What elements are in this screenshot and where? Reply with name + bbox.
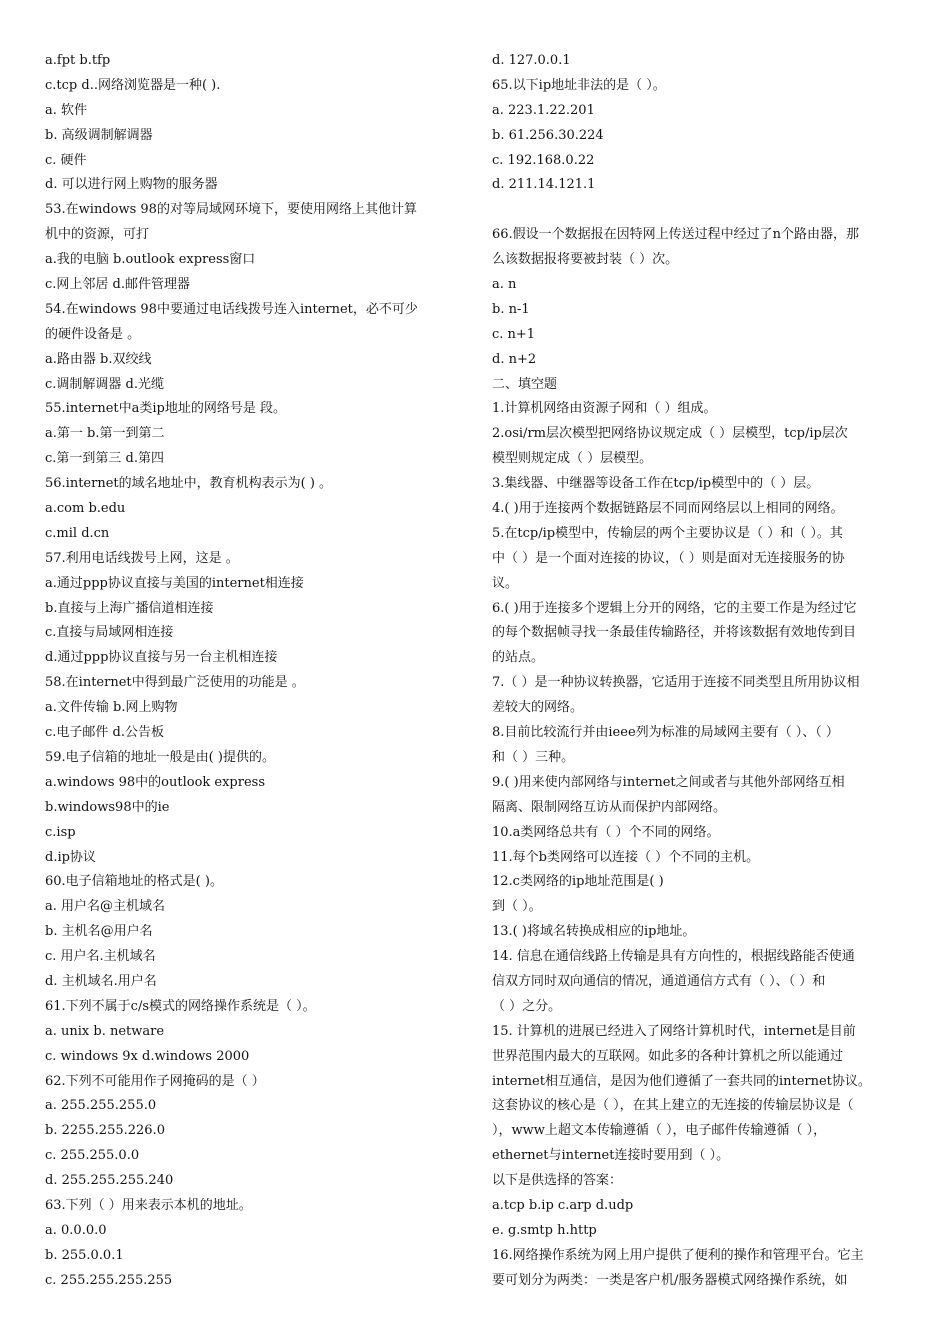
text-line: 59.电子信箱的地址一般是由( )提供的。 xyxy=(45,749,275,765)
left-column xyxy=(45,49,465,1294)
text-line: 63.下列（ ）用来表示本机的地址。 xyxy=(45,1197,252,1213)
text-line: 差较大的网络。 xyxy=(492,700,584,716)
text-line: 62.下列不可能用作子网掩码的是（ ） xyxy=(45,1073,265,1089)
right-column xyxy=(492,49,912,1294)
text-line: c.直接与局域网相连接 xyxy=(45,625,174,641)
text-line: d. 127.0.0.1 xyxy=(492,53,571,68)
text-line: 6.( )用于连接多个逻辑上分开的网络，它的主要工作是为经过它 xyxy=(492,600,857,616)
text-line: b. 主机名@用户名 xyxy=(45,924,153,940)
text-line: b. 2255.255.226.0 xyxy=(45,1123,165,1139)
text-line: 机中的资源，可打 xyxy=(45,227,150,243)
text-line: c.网上邻居 d.邮件管理器 xyxy=(45,277,190,293)
text-line: c. n+1 xyxy=(492,326,536,342)
text-line: d. n+2 xyxy=(492,351,537,367)
text-line: 模型则规定成（ ）层模型。 xyxy=(492,451,653,467)
text-line: a. 255.255.255.0 xyxy=(45,1098,157,1114)
text-line: 66.假设一个数据报在因特网上传送过程中经过了n个路由器，那 xyxy=(492,227,860,243)
text-line: c. windows 9x d.windows 2000 xyxy=(45,1048,250,1064)
text-line: 要可划分为两类：一类是客户机/服务器模式网络操作系统，如 xyxy=(492,1272,848,1288)
text-line: a.通过ppp协议直接与美国的internet相连接 xyxy=(45,575,304,591)
text-line: a.第一 b.第一到第二 xyxy=(45,426,165,442)
text-line: 7.（ ）是一种协议转换器，它适用于连接不同类型且所用协议相 xyxy=(492,675,860,691)
text-line: 15. 计算机的进展已经进入了网络计算机时代，internet是目前 xyxy=(492,1023,856,1039)
text-line: 和（ ）三种。 xyxy=(492,749,575,765)
text-line: 10.a类网络总共有（ ）个不同的网络。 xyxy=(492,824,720,840)
text-line: c.调制解调器 d.光缆 xyxy=(45,376,164,392)
text-line: 的硬件设备是 。 xyxy=(45,326,141,342)
text-line: a. unix b. netware xyxy=(45,1023,165,1039)
text-line: b. 高级调制解调器 xyxy=(45,127,153,143)
text-line: 13.( )将域名转换成相应的ip地址。 xyxy=(492,924,696,940)
text-line: 11.每个b类网络可以连接（ ）个不同的主机。 xyxy=(492,849,760,865)
text-line: a. 223.1.22.201 xyxy=(492,102,595,118)
text-line: c.电子邮件 d.公告板 xyxy=(45,725,164,741)
text-line: 58.在internet中得到最广泛使用的功能是 。 xyxy=(45,675,305,691)
text-line: 议。 xyxy=(492,575,519,591)
text-line: 这套协议的核心是（ ），在其上建立的无连接的传输层协议是（ xyxy=(492,1098,854,1114)
text-line: 14. 信息在通信线路上传输是具有方向性的，根据线路能否使通 xyxy=(492,949,855,965)
text-line: 么该数据报将要被封装（ ）次。 xyxy=(492,252,679,268)
text-line: b. 255.0.0.1 xyxy=(45,1247,124,1263)
text-line: 61.下列不属于c/s模式的网络操作系统是（ ）。 xyxy=(45,998,316,1014)
text-line: d. 主机域名.用户名 xyxy=(45,973,157,989)
text-line: d.ip协议 xyxy=(45,849,96,865)
text-line: c.tcp d..网络浏览器是一种( ). xyxy=(45,77,221,93)
text-line: 16.网络操作系统为网上用户提供了便利的操作和管理平台。它主 xyxy=(492,1247,864,1263)
text-line: 9.( )用来使内部网络与internet之间或者与其他外部网络互相 xyxy=(492,774,845,790)
text-line: internet相互通信，是因为他们遵循了一套共同的internet协议。 xyxy=(492,1073,871,1089)
text-line: 56.internet的域名地址中，教育机构表示为( ) 。 xyxy=(45,476,333,492)
text-line: 57.利用电话线拨号上网，这是 。 xyxy=(45,550,239,566)
text-line xyxy=(492,198,912,223)
text-line: 8.目前比较流行并由ieee列为标准的局域网主要有（ ）、（ ） xyxy=(492,725,839,741)
text-line: b. n-1 xyxy=(492,301,530,317)
text-line: a.我的电脑 b.outlook express窗口 xyxy=(45,252,256,268)
text-line: a. 0.0.0.0 xyxy=(45,1222,107,1238)
text-line: 65.以下ip地址非法的是（ ）。 xyxy=(492,77,666,93)
text-line: c. 硬件 xyxy=(45,152,87,168)
text-line: a.fpt b.tfp xyxy=(45,53,111,68)
text-line: 隔离、限制网络互访从而保护内部网络。 xyxy=(492,799,727,815)
text-line: a.com b.edu xyxy=(45,501,126,517)
text-line: a.tcp b.ip c.arp d.udp xyxy=(492,1197,634,1213)
text-line: 53.在windows 98的对等局域网环境下，要使用网络上其他计算 xyxy=(45,202,417,218)
text-line: （ ）之分。 xyxy=(492,998,562,1014)
text-line: c. 用户名.主机域名 xyxy=(45,949,156,965)
text-line: b.直接与上海广播信道相连接 xyxy=(45,600,214,616)
text-line: 信双方同时双向通信的情况，通道通信方式有（ ）、（ ）和 xyxy=(492,973,826,989)
text-line: a. 软件 xyxy=(45,102,88,118)
text-line: ），www上超文本传输遵循（ ），电子邮件传输遵循（ ）， xyxy=(492,1123,827,1139)
text-line: 3.集线器、中继器等设备工作在tcp/ip模型中的（ ）层。 xyxy=(492,476,820,492)
text-line: 4.( )用于连接两个数据链路层不同而网络层以上相同的网络。 xyxy=(492,501,844,517)
text-line: 5.在tcp/ip模型中，传输层的两个主要协议是（ ）和（ ）。其 xyxy=(492,525,843,541)
text-line: 55.internet中a类ip地址的网络号是 段。 xyxy=(45,401,286,417)
text-line: 1.计算机网络由资源子网和（ ）组成。 xyxy=(492,401,717,417)
text-line: d.通过ppp协议直接与另一台主机相连接 xyxy=(45,650,278,666)
text-line: 2.osi/rm层次模型把网络协议规定成（ ）层模型，tcp/ip层次 xyxy=(492,426,848,442)
text-line: 12.c类网络的ip地址范围是( ) xyxy=(492,874,664,890)
text-line: 中（ ）是一个面对连接的协议，（ ）则是面对无连接服务的协 xyxy=(492,550,845,566)
text-line: c.第一到第三 d.第四 xyxy=(45,451,164,467)
text-line: c.isp xyxy=(45,824,76,840)
text-line: ethernet与internet连接时要用到（ ）。 xyxy=(492,1148,730,1164)
text-line: d. 可以进行网上购物的服务器 xyxy=(45,177,218,193)
text-line: 到（ ）。 xyxy=(492,899,542,915)
text-line: c. 192.168.0.22 xyxy=(492,152,595,168)
text-line: 54.在windows 98中要通过电话线拨号连入internet，必不可少 xyxy=(45,301,418,317)
text-line: 二、填空题 xyxy=(492,376,558,392)
text-line: a. n xyxy=(492,277,517,293)
text-line: d. 255.255.255.240 xyxy=(45,1173,174,1189)
text-line: b. 61.256.30.224 xyxy=(492,127,604,143)
text-line: a. 用户名@主机域名 xyxy=(45,899,166,915)
text-line: 世界范围内最大的互联网。如此多的各种计算机之所以能通过 xyxy=(492,1048,844,1064)
text-line: 的站点。 xyxy=(492,650,545,666)
text-line: a.路由器 b.双绞线 xyxy=(45,351,152,367)
text-line: d. 211.14.121.1 xyxy=(492,177,596,193)
text-line: a.windows 98中的outlook express xyxy=(45,774,266,790)
text-line: 60.电子信箱地址的格式是( )。 xyxy=(45,874,223,890)
text-line: c. 255.255.255.255 xyxy=(45,1272,173,1288)
text-line: 以下是供选择的答案： xyxy=(492,1173,623,1189)
text-line: 的每个数据帧寻找一条最佳传输路径，并将该数据有效地传到目 xyxy=(492,625,857,641)
text-line: a.文件传输 b.网上购物 xyxy=(45,700,178,716)
text-line: c. 255.255.0.0 xyxy=(45,1148,140,1164)
text-line: b.windows98中的ie xyxy=(45,799,170,815)
text-line: e. g.smtp h.http xyxy=(492,1222,597,1238)
text-line: c.mil d.cn xyxy=(45,525,110,541)
